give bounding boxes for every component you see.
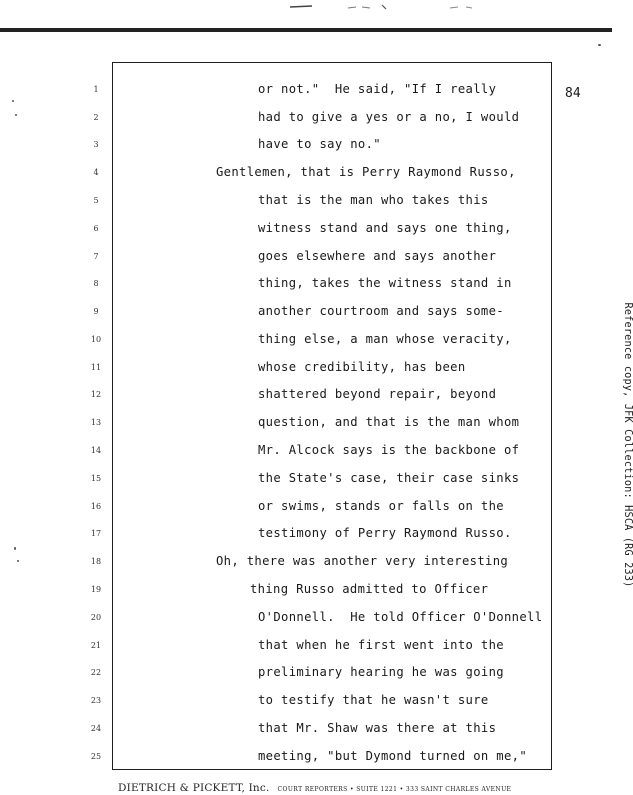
footer-firm: DIETRICH & PICKETT, Inc. [118, 782, 270, 794]
line-number: 2 [93, 113, 99, 122]
transcript-line: thing else, a man whose veracity, [258, 332, 512, 346]
transcript-line: had to give a yes or a no, I would [258, 110, 520, 124]
scan-smudge [290, 2, 490, 12]
line-number: 21 [90, 641, 102, 650]
transcript-line: that Mr. Shaw was there at this [258, 721, 497, 735]
footer-detail: COURT REPORTERS • SUITE 1221 • 333 SAINT CHARLES AVENUE [277, 786, 512, 793]
transcript-line: Mr. Alcock says is the backbone of [258, 443, 520, 457]
scan-speck [15, 114, 17, 116]
line-number: 13 [90, 418, 102, 427]
line-number: 25 [90, 752, 102, 761]
transcript-line: O'Donnell. He told Officer O'Donnell [258, 610, 543, 624]
transcript-line: or not." He said, "If I really [258, 82, 497, 96]
line-number: 16 [90, 502, 102, 511]
page-number: 84 [565, 86, 581, 101]
transcript-line: have to say no." [258, 137, 381, 151]
line-number: 6 [93, 224, 99, 233]
transcript-line: whose credibility, has been [258, 360, 466, 374]
reference-stamp: Reference copy, JFK Collection: HSCA (RG 233) [622, 302, 633, 588]
transcript-line: goes elsewhere and says another [258, 249, 497, 263]
transcript-line: meeting, "but Dymond turned on me," [258, 749, 528, 763]
transcript-line: Oh, there was another very interesting [216, 554, 509, 568]
transcript-line: thing, takes the witness stand in [258, 276, 512, 290]
line-number: 12 [90, 390, 102, 399]
transcript-line: to testify that he wasn't sure [258, 693, 489, 707]
footer [118, 776, 618, 794]
line-number: 23 [90, 696, 102, 705]
transcript-line: that is the man who takes this [258, 193, 489, 207]
transcript-line: another courtroom and says some- [258, 304, 504, 318]
transcript-line: testimony of Perry Raymond Russo. [258, 526, 512, 540]
line-number: 17 [90, 529, 102, 538]
line-number: 3 [93, 140, 99, 149]
line-number: 10 [90, 335, 102, 344]
scan-speck [598, 44, 601, 46]
line-number: 20 [90, 613, 102, 622]
line-number: 18 [90, 557, 102, 566]
line-number: 14 [90, 446, 102, 455]
transcript-line: or swims, stands or falls on the [258, 499, 504, 513]
transcript-line: shattered beyond repair, beyond [258, 387, 497, 401]
scan-speck [12, 100, 14, 102]
line-number: 1 [93, 85, 99, 94]
line-number: 9 [93, 307, 99, 316]
line-number: 8 [93, 279, 99, 288]
line-number: 11 [90, 363, 102, 372]
scan-speck [14, 547, 16, 550]
transcript-line: witness stand and says one thing, [258, 221, 512, 235]
line-number: 22 [90, 668, 102, 677]
line-number: 15 [90, 474, 102, 483]
line-number: 7 [93, 252, 99, 261]
line-number: 19 [90, 585, 102, 594]
transcript-line: that when he first went into the [258, 638, 504, 652]
top-rule [0, 28, 612, 32]
transcript-line: preliminary hearing he was going [258, 665, 504, 679]
line-number: 24 [90, 724, 102, 733]
transcript-line: question, and that is the man whom [258, 415, 520, 429]
scan-speck [17, 560, 19, 562]
transcript-line: thing Russo admitted to Officer [250, 582, 489, 596]
transcript-line: the State's case, their case sinks [258, 471, 520, 485]
transcript-line: Gentlemen, that is Perry Raymond Russo, [216, 165, 516, 179]
line-number: 4 [93, 168, 99, 177]
line-number: 5 [93, 196, 99, 205]
